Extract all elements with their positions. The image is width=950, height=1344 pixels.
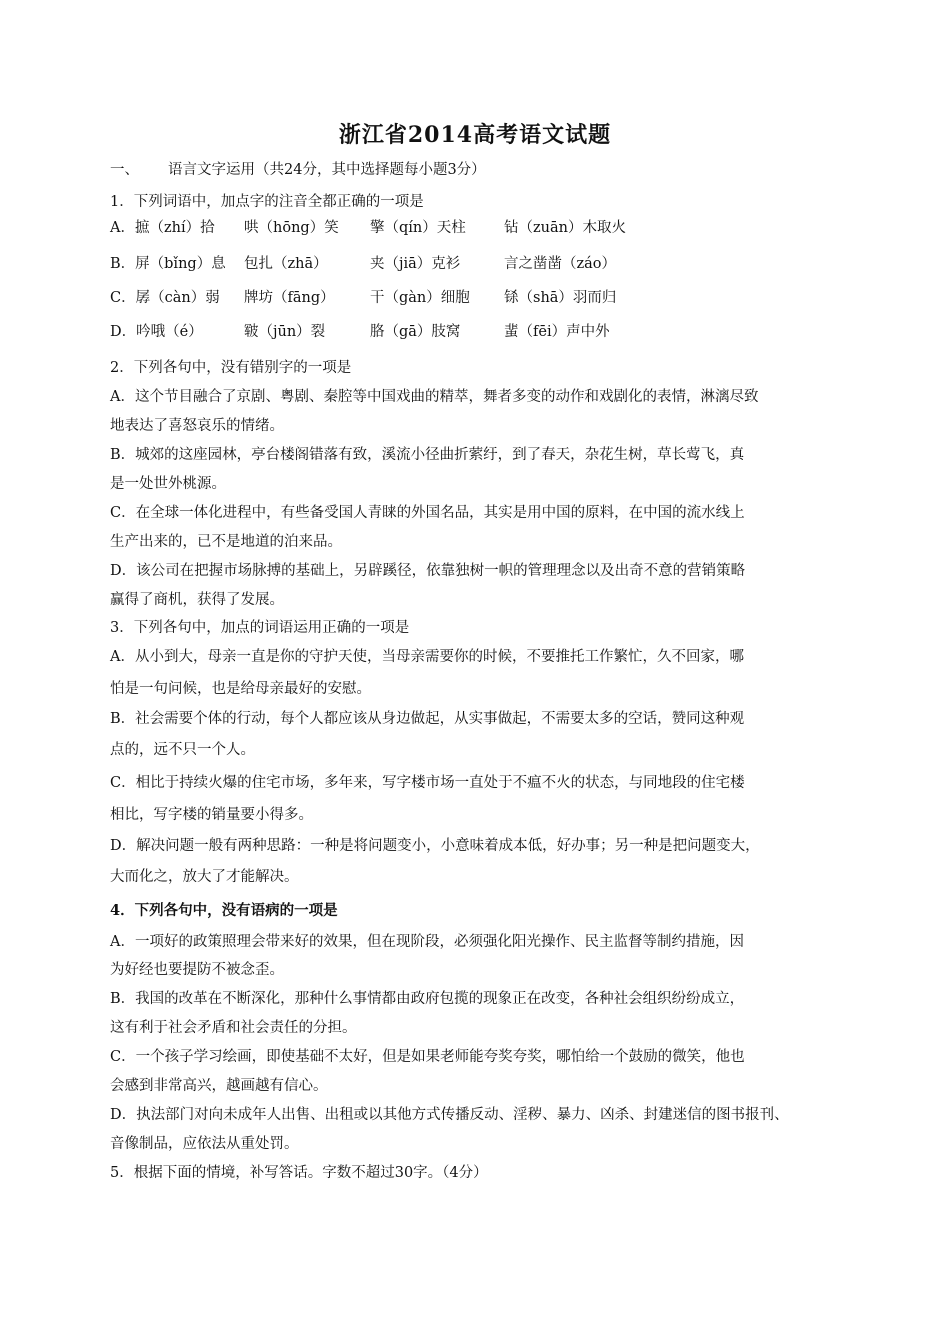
q3-line: 相比，写字楼的销量要小得多。 — [110, 807, 313, 823]
q1-option-b-2: 包扎（zhā） — [244, 256, 328, 272]
q2-line: 生产出来的，已不是地道的泊来品。 — [110, 534, 342, 550]
q2-stem: 2．下列各句中，没有错别字的一项是 — [110, 360, 352, 376]
q3-line: 点的，远不只一个人。 — [110, 742, 255, 758]
section-heading-text: 语言文字运用（共24分，其中选择题每小题3分） — [168, 162, 486, 178]
q4-line: D．执法部门对向未成年人出售、出租或以其他方式传播反动、淫秽、暴力、凶杀、封建迷信的图书报刊、 — [110, 1107, 789, 1123]
page-title: 浙江省2014高考语文试题 — [338, 122, 612, 148]
q1-option-b-3: 夹（jiā）克衫 — [370, 256, 461, 272]
q1-option-c-3: 干（gàn）细胞 — [370, 290, 470, 306]
section-number: 一、 — [110, 162, 139, 178]
q4-line: 为好经也要提防不被念歪。 — [110, 962, 284, 978]
q4-line: 会感到非常高兴，越画越有信心。 — [110, 1078, 328, 1094]
section-heading — [110, 160, 870, 180]
q3-line: 大而化之，放大了才能解决。 — [110, 869, 299, 885]
q1-option-c-1: C．孱（càn）弱 — [110, 290, 220, 306]
q3-line: B．社会需要个体的行动，每个人都应该从身边做起，从实事做起，不需要太多的空话，赞同这种观 — [110, 711, 745, 727]
q4-line: A．一项好的政策照理会带来好的效果，但在现阶段，必须强化阳光操作、民主监督等制约措施，因 — [110, 934, 744, 950]
q1-option-c-2: 牌坊（fāng） — [244, 290, 335, 306]
q3-line: C．相比于持续火爆的住宅市场，多年来，写字楼市场一直处于不瘟不火的状态，与同地段的住宅楼 — [110, 775, 745, 791]
q4-stem: 4．下列各句中，没有语病的一项是 — [110, 902, 338, 919]
q2-line: C．在全球一体化进程中，有些备受国人青睐的外国名品，其实是用中国的原料，在中国的流水线上 — [110, 505, 745, 521]
q1-option-d-2: 皲（jūn）裂 — [244, 324, 326, 340]
q2-line: B．城郊的这座园林，亭台楼阁错落有致，溪流小径曲折萦纡，到了春天，杂花生树，草长莺飞，真 — [110, 447, 745, 463]
q1-option-a-3: 擎（qín）天柱 — [370, 220, 466, 236]
q2-line: 赢得了商机，获得了发展。 — [110, 592, 284, 608]
q1-option-d-1: D．吟哦（é） — [110, 324, 203, 340]
q1-option-d-4: 蜚（fēi）声中外 — [504, 324, 610, 340]
q5-stem: 5．根据下面的情境，补写答话。字数不超过30字。（4分） — [110, 1165, 488, 1181]
q3-stem: 3．下列各句中，加点的词语运用正确的一项是 — [110, 620, 410, 636]
q1-option-a-1: A．摭（zhí）拾 — [110, 220, 215, 236]
q1-option-a-2: 哄（hōng）笑 — [244, 220, 339, 236]
q1-option-c-4: 铩（shā）羽而归 — [504, 290, 617, 306]
q1-option-b-1: B．屏（bǐng）息 — [110, 256, 226, 272]
q4-line: 这有利于社会矛盾和社会责任的分担。 — [110, 1020, 357, 1036]
q1-option-b-4: 言之凿凿（záo） — [504, 256, 617, 272]
q3-line: 怕是一句问候，也是给母亲最好的安慰。 — [110, 681, 371, 697]
q2-line: 是一处世外桃源。 — [110, 476, 226, 492]
q3-line: D．解决问题一般有两种思路：一种是将问题变小，小意味着成本低，好办事；另一种是把问题变大， — [110, 838, 760, 854]
q4-line: C．一个孩子学习绘画，即使基础不太好，但是如果老师能夸奖夸奖，哪怕给一个鼓励的微笑，他也 — [110, 1049, 745, 1065]
q4-line: B．我国的改革在不断深化，那种什么事情都由政府包揽的现象正在改变，各种社会组织纷纷成立， — [110, 991, 745, 1007]
q2-line: D．该公司在把握市场脉搏的基础上，另辟蹊径，依靠独树一帜的管理理念以及出奇不意的营销策略 — [110, 563, 746, 579]
q2-line: A．这个节目融合了京剧、粤剧、秦腔等中国戏曲的精萃，舞者多变的动作和戏剧化的表情，淋漓尽致 — [110, 389, 759, 405]
q1-option-a-4: 钻（zuān）木取火 — [504, 220, 626, 236]
q1-option-d-3: 胳（gā）肢窝 — [370, 324, 461, 340]
q4-line: 音像制品，应依法从重处罚。 — [110, 1136, 299, 1152]
q3-line: A．从小到大，母亲一直是你的守护天使，当母亲需要你的时候，不要推托工作繁忙，久不回家，哪 — [110, 649, 744, 665]
q2-line: 地表达了喜怒哀乐的情绪。 — [110, 418, 284, 434]
q1-stem: 1．下列词语中，加点字的注音全都正确的一项是 — [110, 194, 424, 210]
